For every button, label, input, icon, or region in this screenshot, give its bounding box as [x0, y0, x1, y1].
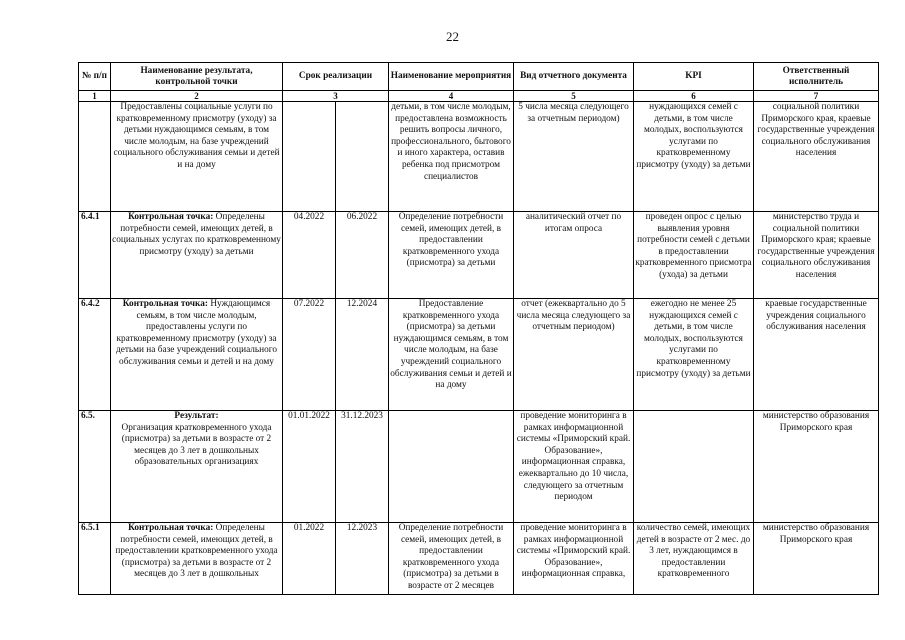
- table-row: [79, 212, 879, 299]
- header-num: № п/п: [79, 63, 111, 91]
- row-doc: проведение мониторинга в рамках информационной системы «Приморский край. Образование», информационная справка, ежеквартально до 10 числа, следующего за отчетным периодом: [514, 411, 634, 523]
- header-name: Наименование результата, контрольной точки: [111, 63, 283, 91]
- plan-table: [78, 62, 879, 595]
- column-number-row: [79, 91, 879, 102]
- row-result-name: [111, 212, 283, 299]
- header-kpi: KPI: [634, 63, 754, 91]
- table-row: [79, 299, 879, 411]
- row-result-prefix: Контрольная точка:: [128, 523, 214, 533]
- column-number: 3: [283, 91, 389, 102]
- row-end: 31.12.2023: [336, 411, 389, 523]
- table-row: [79, 411, 879, 523]
- row-start: 04.2022: [283, 212, 336, 299]
- column-number: 1: [79, 91, 111, 102]
- row-start: 01.01.2022: [283, 411, 336, 523]
- row-result-prefix: Контрольная точка:: [122, 299, 208, 309]
- row-kpi: [634, 411, 754, 523]
- row-activity: Определение потребности семей, имеющих детей, в предоставлении кратковременного ухода (присмотра) за детьми: [389, 212, 514, 299]
- header-row: [79, 63, 879, 91]
- row-start: 07.2022: [283, 299, 336, 411]
- row-result-prefix: Результат:: [174, 411, 219, 421]
- row-activity: [389, 411, 514, 523]
- row-kpi: ежегодно не менее 25 нуждающихся семей с детьми, в том числе молодых, воспользуются услугами по кратковременному присмотру (уходу) за детьми: [634, 299, 754, 411]
- row-result-name: [111, 102, 283, 212]
- row-number: 6.4.2: [79, 299, 111, 411]
- row-result-name: [111, 411, 283, 523]
- column-number: 5: [514, 91, 634, 102]
- page-number: 22: [446, 29, 459, 44]
- row-result-text: Нуждающимся семьям, в том числе молодым, предоставлены услуги по кратковременному присмотру (уходу) за детьми на базе учреждений социального обслуживания семьи и детей и на дому: [115, 299, 278, 367]
- row-doc: 5 числа месяца следующего за отчетным периодом): [514, 102, 634, 212]
- row-number: 6.4.1: [79, 212, 111, 299]
- row-responsible: министерство образования Приморского края: [754, 411, 879, 523]
- row-doc: аналитический отчет по итогам опроса: [514, 212, 634, 299]
- row-kpi: проведен опрос с целью выявления уровня потребности семей с детьми в предоставлении кратковременного присмотра (ухода) за детьми: [634, 212, 754, 299]
- row-result-text: Определены потребности семей, имеющих детей, в социальных услугах по кратковременному присмотру (уходу) за детьми: [112, 212, 281, 257]
- row-result-text: Организация кратковременного ухода (присмотра) за детьми в возрасте от 2 месяцев до 3 лет в дошкольных образовательных организациях: [121, 422, 272, 468]
- column-number: 2: [111, 91, 283, 102]
- column-number: 6: [634, 91, 754, 102]
- row-number: [79, 102, 111, 212]
- row-end: 12.2023: [336, 523, 389, 595]
- row-result-prefix: Контрольная точка:: [128, 212, 214, 222]
- row-kpi: нуждающихся семей с детьми, в том числе молодых, воспользуются услугами по кратковременному присмотру (уходу) за детьми: [634, 102, 754, 212]
- row-result-name: [111, 523, 283, 595]
- column-number: 7: [754, 91, 879, 102]
- row-end: 06.2022: [336, 212, 389, 299]
- row-doc: проведение мониторинга в рамках информационной системы «Приморский край. Образование», информационная справка,: [514, 523, 634, 595]
- row-result-name: [111, 299, 283, 411]
- row-responsible: министерство образования Приморского края: [754, 523, 879, 595]
- row-activity: детьми, в том числе молодым, предоставлена возможность решить вопросы личного, профессионального, бытового и иного характера, оставив ребенка под присмотром специалистов: [389, 102, 514, 212]
- row-activity: Определение потребности семей, имеющих детей, в предоставлении кратковременного ухода (присмотра) за детьми в возрасте от 2 месяцев: [389, 523, 514, 595]
- column-number: 4: [389, 91, 514, 102]
- row-number: 6.5.1: [79, 523, 111, 595]
- row-end: 12.2024: [336, 299, 389, 411]
- row-activity: Предоставление кратковременного ухода (присмотра) за детьми нуждающимся семьям, в том числе молодым, на базе учреждений социального обслуживания семьи и детей и на дому: [389, 299, 514, 411]
- row-end: [336, 102, 389, 212]
- row-start: 01.2022: [283, 523, 336, 595]
- header-resp: Ответственный исполнитель: [754, 63, 879, 91]
- header-doc: Вид отчетного документа: [514, 63, 634, 91]
- row-number: 6.5.: [79, 411, 111, 523]
- row-result-text: Предоставлены социальные услуги по кратковременному присмотру (уходу) за детьми нуждающимся семьям, в том числе молодым, на базе учреждений социального обслуживания семьи и детей и на дому: [113, 102, 280, 170]
- row-kpi: количество семей, имеющих детей в возрасте от 2 мес. до 3 лет, нуждающимся в предоставлении кратковременного: [634, 523, 754, 595]
- table-row: [79, 523, 879, 595]
- row-responsible: министерство труда и социальной политики Приморского края; краевые государственные учреждения социального обслуживания населения: [754, 212, 879, 299]
- row-start: [283, 102, 336, 212]
- header-activity: Наименование мероприятия: [389, 63, 514, 91]
- row-doc: отчет (ежеквартально до 5 числа месяца следующего за отчетным периодом): [514, 299, 634, 411]
- row-result-text: Определены потребности семей, имеющих детей, в предоставлении кратковременного ухода (присмотра) за детьми в возрасте от 2 месяцев до 3 лет в дошкольных: [115, 523, 278, 580]
- table-row: [79, 102, 879, 212]
- header-term: Срок реализации: [283, 63, 389, 91]
- row-responsible: краевые государственные учреждения социального обслуживания населения: [754, 299, 879, 411]
- row-responsible: социальной политики Приморского края, краевые государственные учреждения социального обслуживания населения: [754, 102, 879, 212]
